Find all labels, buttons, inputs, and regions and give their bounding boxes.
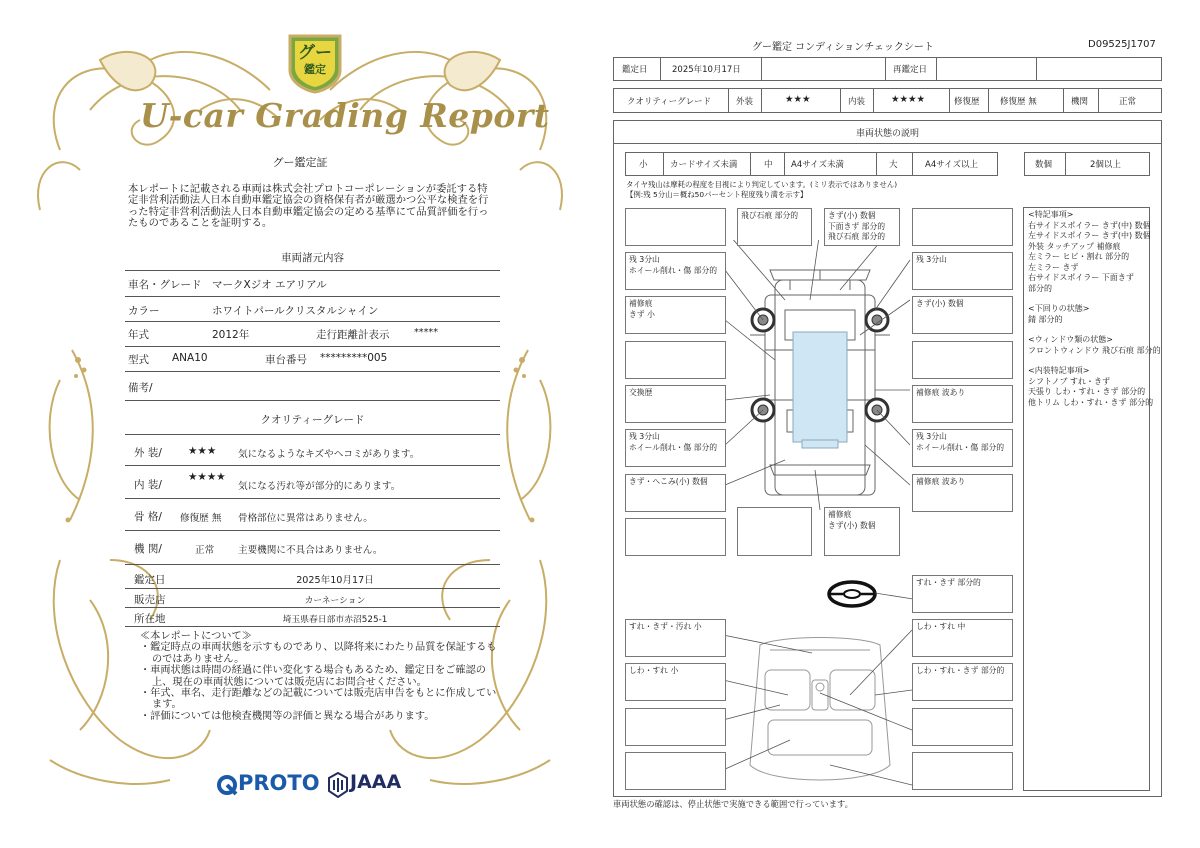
chassis-label: 車台番号 [265, 354, 307, 366]
year-label: 年式 [128, 329, 149, 341]
sheet-ext-label: 外装 [736, 97, 754, 107]
note-line: 錆 部分的 [1028, 314, 1063, 324]
note-line: 他トリム しわ・すれ・きず 部分的 [1028, 397, 1154, 407]
int-box-steering: すれ・きず 部分的 [912, 575, 1013, 613]
divider [125, 321, 500, 322]
engine-label: 機 関/ [134, 543, 162, 555]
notice-item: ・年式、車名、走行距離などの記載については販売店申告をもとに作成しています。 [140, 688, 497, 711]
int-box-empty [625, 708, 726, 746]
sheet-date-label: 鑑定日 [622, 65, 648, 75]
note-line: <内装特記事項> [1028, 366, 1090, 375]
note-line: 左ミラー きず [1028, 262, 1079, 272]
ext-box-front-right-tire: 残 3分山 [912, 252, 1013, 290]
exterior-stars: ★★★ [188, 445, 217, 457]
ext-box-empty [625, 518, 726, 556]
exterior-desc: 気になるようなキズやヘコミがあります。 [238, 449, 420, 460]
address-value: 埼玉県春日部市赤沼525-1 [282, 615, 388, 625]
note-line: 左サイドスポイラー きず(中) 数個 [1028, 231, 1151, 240]
size-large-desc: A4サイズ以上 [925, 160, 979, 170]
count-label: 数個 [1035, 160, 1053, 170]
ext-box-empty [912, 208, 1013, 246]
int-box-empty [625, 752, 726, 790]
model-code-value: ANA10 [172, 352, 208, 364]
note-spacer [1028, 325, 1148, 335]
ext-box-front-upper: 飛び石痕 部分的 [737, 208, 812, 246]
tire-note-example: 【例:残 5分山＝概ね50パーセント程度残り満を示す】 [626, 190, 808, 199]
ext-box-empty [625, 341, 726, 379]
report-script-title: U-car Grading Report [140, 96, 550, 135]
document-id: D09525J1707 [1088, 39, 1156, 50]
divider [125, 270, 500, 271]
size-mid-desc: A4サイズ未満 [791, 160, 845, 170]
divider [125, 588, 500, 589]
grade-label: クオリティーグレード [627, 97, 712, 107]
divider [125, 371, 500, 372]
ext-box-left-rear: きず・へこみ(小) 数個 [625, 474, 726, 512]
divider [125, 346, 500, 347]
sheet-int-label: 内装 [848, 97, 866, 107]
divider [125, 465, 500, 466]
ext-box-front-bumper: きず(小) 数個 下面きず 部分的 飛び石痕 部分的 [824, 208, 900, 246]
jaaa-logo: JAAA [350, 771, 402, 793]
legend-cell [912, 152, 913, 176]
note-line: 部分的 [1028, 283, 1052, 293]
color-label: カラー [128, 305, 160, 317]
divider [125, 607, 500, 608]
model-code-label: 型式 [128, 354, 149, 366]
note-line: 左ミラー ヒビ・割れ 部分的 [1028, 252, 1130, 261]
cell-divider [1036, 57, 1037, 81]
ext-box-front-left-tire: 残 3分山 ホイール削れ・傷 部分的 [625, 252, 726, 290]
int-box-empty [912, 752, 1013, 790]
sheet-title: グー鑑定 コンディションチェックシート [752, 42, 934, 53]
size-small-desc: カードサイズ未満 [670, 160, 738, 170]
note-line: <下回りの状態> [1028, 304, 1090, 313]
address-label: 所在地 [134, 613, 166, 625]
divider [125, 434, 500, 435]
note-line: 天張り しわ・すれ・きず 部分的 [1028, 387, 1146, 396]
int-box-front-right: しわ・すれ 中 [912, 619, 1013, 657]
notice-item: ・車両状態は時間の経過に伴い変化する場合もあるため、鑑定日をご確認の上、現在の車両状態については販売店にお問合せください。 [140, 665, 486, 688]
divider [125, 564, 500, 565]
badge-subtext: 鑑定 [304, 63, 326, 76]
engine-value: 正常 [195, 545, 215, 556]
ext-box-rear-bumper: 補修痕 きず(小) 数個 [824, 507, 900, 556]
sheet-ext-stars: ★★★ [785, 94, 811, 105]
exterior-label: 外 装/ [134, 447, 162, 459]
note-line: シフトノブ すれ・きず [1028, 376, 1111, 386]
note-line: 右サイドスポイラー きず(中) 数個 [1028, 220, 1151, 230]
remarks-label: 備考/ [128, 382, 153, 394]
divider [125, 498, 500, 499]
divider [125, 296, 500, 297]
interior-desc: 気になる汚れ等が部分的にあります。 [238, 481, 401, 492]
year-value: 2012年 [212, 329, 250, 341]
sheet-int-stars: ★★★★ [891, 94, 926, 105]
sheet-date-value: 2025年10月17日 [672, 65, 741, 75]
note-line: フロントウィンドウ 飛び石痕 部分的 [1028, 345, 1161, 355]
state-heading: 車両状態の説明 [855, 129, 919, 139]
ext-box-rear-right-tire: 残 3分山 ホイール削れ・傷 部分的 [912, 429, 1013, 467]
sheet-repair-label: 修復歴 [954, 97, 980, 107]
ext-box-right-rear: 補修痕 波あり [912, 474, 1013, 512]
note-spacer [1028, 356, 1148, 366]
chassis-value: *********005 [320, 352, 388, 364]
reinspect-label: 再鑑定日 [893, 65, 928, 75]
car-name-value: マークXジオ エアリアル [212, 279, 327, 291]
dealer-value: カーネーション [304, 596, 366, 606]
ext-box-empty [737, 507, 812, 556]
ext-box-empty [912, 341, 1013, 379]
special-notes [1028, 210, 1161, 408]
interior-stars: ★★★★ [188, 471, 226, 483]
ext-box-left-front: 補修痕 きず 小 [625, 296, 726, 334]
int-box-front-left: すれ・きず・汚れ 小 [625, 619, 726, 657]
appraisal-date-value: 2025年10月17日 [296, 575, 374, 586]
frame-desc: 骨格部位に異常はありません。 [238, 513, 373, 524]
certificate-intro: 本レポートに記載される車両は株式会社プロトコーポレーションが委託する特定非営利活動法人日本自動車鑑定協会の資格保有者が厳選かつ公平な検査を行った特定非営利活動法人日本自動車鑑定協会の定める基準にて品質評価を行ったものであることを証明する。 [128, 183, 489, 229]
frame-label: 骨 格/ [134, 511, 162, 523]
ext-box-left-rear-door: 交換歴 [625, 385, 726, 423]
certificate-subtitle: グー鑑定証 [272, 156, 328, 169]
car-name-label: 車名・グレード [128, 279, 202, 291]
quality-heading: クオリティーグレード [260, 414, 365, 426]
notice-title: ≪本レポートについて≫ [140, 631, 252, 642]
legend-cell [1065, 152, 1066, 176]
frame-value: 修復歴 無 [180, 513, 222, 524]
divider [125, 530, 500, 531]
notice-item: ・鑑定時点の車両状態を示すものであり、以降将来にわたり品質を保証するものではありません。 [140, 642, 497, 665]
vehicle-exterior-diagram [690, 240, 950, 520]
vehicle-interior-diagram [720, 625, 920, 795]
size-large-label: 大 [889, 160, 898, 170]
report-notice [140, 631, 500, 722]
badge-logo-text: グー [298, 43, 332, 63]
interior-label: 内 装/ [134, 479, 162, 491]
proto-logo: PROTO [238, 771, 320, 795]
int-box-empty [912, 708, 1013, 746]
divider [125, 626, 500, 627]
odometer-label: 走行距離計表示 [316, 329, 390, 341]
ext-box-empty [625, 208, 726, 246]
jaaa-logo-mark [328, 772, 348, 798]
int-box-driver-seat: しわ・すれ 小 [625, 663, 726, 701]
odometer-value: ***** [414, 327, 438, 338]
cell-divider [761, 57, 762, 81]
tire-note: タイヤ残山は摩耗の程度を目視により判定しています。(ミリ表示ではありません) [626, 180, 898, 189]
sheet-engine-value: 正常 [1119, 97, 1137, 107]
appraisal-date-label: 鑑定日 [134, 574, 166, 586]
int-box-passenger-seat: しわ・すれ・きず 部分的 [912, 663, 1013, 701]
sheet-footer-note: 車両状態の確認は、停止状態で実施できる範囲で行っています。 [613, 799, 853, 809]
leader-line [875, 585, 915, 605]
note-line: 右サイドスポイラー 下面きず [1028, 273, 1134, 282]
steering-wheel-icon [826, 578, 878, 610]
size-mid-label: 中 [764, 160, 773, 170]
size-small-label: 小 [639, 160, 648, 170]
sheet-engine-label: 機関 [1071, 97, 1089, 107]
color-value: ホワイトパールクリスタルシャイン [212, 305, 379, 317]
dealer-label: 販売店 [134, 594, 166, 606]
ext-box-rear-left-tire: 残 3分山 ホイール削れ・傷 部分的 [625, 429, 726, 467]
sheet-repair-value: 修復歴 無 [1000, 97, 1037, 107]
count-value: 2個以上 [1090, 160, 1121, 170]
ext-box-right-rear-door: 補修痕 波あり [912, 385, 1013, 423]
notice-item: ・評価については他検査機関等の評価と異なる場合があります。 [140, 710, 435, 722]
note-line: 外装 タッチアップ 補修痕 [1028, 241, 1121, 251]
proto-logo-mark [216, 774, 238, 796]
spec-heading: 車両諸元内容 [281, 252, 344, 264]
note-line: <ウィンドウ類の状態> [1028, 335, 1113, 344]
note-spacer [1028, 294, 1148, 304]
ext-box-right-front: きず(小) 数個 [912, 296, 1013, 334]
note-line: <特記事項> [1028, 210, 1074, 219]
engine-desc: 主要機関に不具合はありません。 [238, 545, 383, 556]
divider [125, 400, 500, 401]
